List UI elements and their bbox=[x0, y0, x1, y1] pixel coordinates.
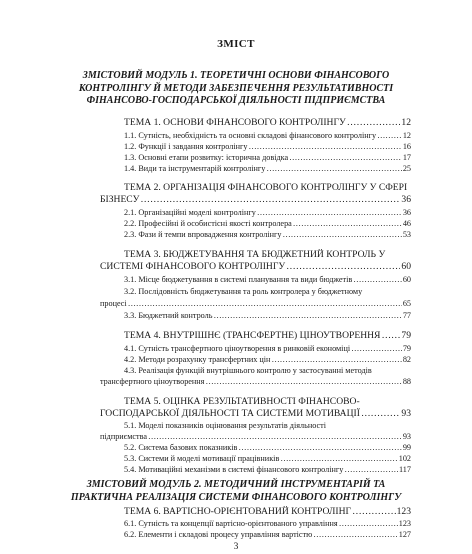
module-1-line-2: КОНТРОЛІНГУ Й МЕТОДИ ЗАБЕЗПЕЧЕННЯ РЕЗУЛЬТАТИВНОСТІ bbox=[78, 82, 394, 94]
toc-entry-page: 102 bbox=[398, 454, 411, 463]
toc-entry-page: 36 bbox=[401, 194, 411, 205]
toc-entry-page: 12 bbox=[402, 131, 411, 140]
toc-entry-2-3[interactable] bbox=[124, 230, 411, 240]
dot-leader bbox=[238, 443, 401, 453]
dot-leader bbox=[257, 208, 402, 218]
toc-entry-title: 5.4. Мотиваційні механізми в системі фінансового контролінгу bbox=[124, 465, 344, 474]
toc-entry-title: 3.1. Місце бюджетування в системі планування та види бюджетів bbox=[124, 275, 353, 284]
toc-entry-page: 79 bbox=[401, 330, 411, 341]
toc-entry-1-3[interactable] bbox=[124, 153, 411, 163]
dot-leader bbox=[140, 194, 400, 206]
dot-leader bbox=[128, 299, 402, 309]
toc-entry-4-1[interactable] bbox=[124, 344, 411, 354]
dot-leader bbox=[381, 330, 400, 342]
module-2-heading bbox=[60, 479, 412, 504]
page-title: ЗМІСТ bbox=[217, 38, 255, 50]
toc-entry-3-2[interactable] bbox=[100, 299, 411, 309]
toc-entry-title: СИСТЕМІ ФІНАНСОВОГО КОНТРОЛІНГУ bbox=[100, 261, 286, 272]
toc-entry-title: 1.1. Сутність, необхідність та основні складові фінансового контролінгу bbox=[124, 131, 377, 140]
toc-entry-page: 25 bbox=[402, 164, 411, 173]
module-2-line-1: ЗМІСТОВИЙ МОДУЛЬ 2. МЕТОДИЧНИЙ ІНСТРУМЕНТАРІЙ ТА bbox=[86, 479, 386, 490]
toc-entry-page: 123 bbox=[396, 506, 411, 517]
toc-entry-topic-4[interactable] bbox=[124, 330, 411, 342]
toc-entry-topic-5[interactable] bbox=[100, 408, 411, 420]
toc-entry-5-4[interactable] bbox=[124, 465, 411, 475]
toc-entry-title: 2.3. Фази й темпи впровадження контролінгу bbox=[124, 230, 282, 239]
toc-entry-title: ТЕМА 6. ВАРТІСНО-ОРІЄНТОВАНИЙ КОНТРОЛІНГ bbox=[124, 506, 352, 517]
toc-entry-title: 1.3. Основні етапи розвитку: історична довідка bbox=[124, 153, 289, 162]
toc-topic-3-line-1: ТЕМА 3. БЮДЖЕТУВАННЯ ТА БЮДЖЕТНИЙ КОНТРОЛЬ У bbox=[124, 249, 386, 260]
toc-entry-2-1[interactable] bbox=[124, 208, 411, 218]
toc-entry-page: 65 bbox=[402, 299, 411, 308]
dot-leader bbox=[289, 153, 402, 163]
toc-entry-title: підприємства bbox=[100, 432, 147, 441]
toc-entry-page: 60 bbox=[401, 261, 411, 272]
toc-entry-topic-1[interactable] bbox=[124, 117, 411, 129]
toc-entry-3-3[interactable] bbox=[124, 311, 411, 321]
toc-entry-title: 2.1. Організаційні моделі контролінгу bbox=[124, 208, 256, 217]
toc-entry-title: трансфертного ціноутворення bbox=[100, 377, 205, 386]
toc-entry-page: 12 bbox=[401, 117, 411, 128]
dot-leader bbox=[148, 432, 402, 442]
toc-entry-title: 5.3. Системи й моделі мотивації працівників bbox=[124, 454, 280, 463]
toc-entry-5-1-line-1: 5.1. Моделі показників оцінювання результатів діяльності bbox=[124, 421, 326, 430]
dot-leader bbox=[351, 344, 402, 354]
toc-entry-1-4[interactable] bbox=[124, 164, 411, 174]
module-1-heading bbox=[60, 70, 412, 108]
toc-entry-page: 93 bbox=[401, 408, 411, 419]
dot-leader bbox=[266, 164, 401, 174]
toc-entry-title: ТЕМА 1. ОСНОВИ ФІНАНСОВОГО КОНТРОЛІНГУ bbox=[124, 117, 346, 128]
toc-entry-page: 82 bbox=[402, 355, 411, 364]
module-2-line-2: ПРАКТИЧНА РЕАЛІЗАЦІЯ СИСТЕМИ ФІНАНСОВОГО КОНТРОЛІНГУ bbox=[70, 491, 402, 503]
dot-leader bbox=[280, 454, 397, 464]
toc-entry-title: процесі bbox=[100, 299, 127, 308]
toc-entry-2-2[interactable] bbox=[124, 219, 411, 229]
dot-leader bbox=[377, 131, 402, 141]
toc-entry-title: 6.1. Сутність та концепції вартісно-орієнтованого управління bbox=[124, 519, 338, 528]
dot-leader bbox=[282, 230, 401, 240]
toc-entry-page: 117 bbox=[399, 465, 411, 474]
dot-leader bbox=[361, 408, 400, 420]
toc-entry-3-2-line-1: 3.2. Послідовність бюджетування та роль контролера у бюджетному bbox=[124, 287, 363, 296]
toc-entry-4-2[interactable] bbox=[124, 355, 411, 365]
dot-leader bbox=[353, 275, 402, 285]
dot-leader bbox=[205, 377, 401, 387]
dot-leader bbox=[344, 465, 398, 475]
dot-leader bbox=[313, 530, 397, 540]
toc-entry-title: 4.1. Сутність трансфертного ціноутворення в ринковій економіці bbox=[124, 344, 351, 353]
toc-entry-page: 36 bbox=[402, 208, 411, 217]
page-number: 3 bbox=[233, 542, 239, 552]
toc-entry-1-2[interactable] bbox=[124, 142, 411, 152]
module-1-line-3: ФІНАНСОВО-ГОСПОДАРСЬКОЇ ДІЯЛЬНОСТІ ПІДПРИЄМСТВА bbox=[86, 95, 386, 106]
toc-entry-4-3-line-1: 4.3. Реалізація функцій внутрішнього контролю у застосуванні методів bbox=[124, 366, 372, 375]
toc-entry-title: 4.2. Методи розрахунку трансфертних цін bbox=[124, 355, 271, 364]
toc-entry-page: 127 bbox=[398, 530, 411, 539]
toc-entry-page: 93 bbox=[402, 432, 411, 441]
dot-leader bbox=[213, 311, 401, 321]
dot-leader bbox=[352, 506, 396, 518]
toc-entry-topic-2[interactable] bbox=[100, 194, 411, 206]
toc-topic-5-line-1: ТЕМА 5. ОЦІНКА РЕЗУЛЬТАТИВНОСТІ ФІНАНСОВО- bbox=[124, 396, 360, 407]
toc-entry-page: 53 bbox=[402, 230, 411, 239]
module-1-line-1: ЗМІСТОВИЙ МОДУЛЬ 1. ТЕОРЕТИЧНІ ОСНОВИ ФІНАНСОВОГО bbox=[82, 70, 390, 81]
toc-entry-6-2[interactable] bbox=[124, 530, 411, 540]
toc-entry-title: 2.2. Професійні й особистісні якості контролера bbox=[124, 219, 292, 228]
toc-entry-6-1[interactable] bbox=[124, 519, 411, 529]
dot-leader bbox=[286, 261, 400, 273]
toc-entry-topic-3[interactable] bbox=[100, 261, 411, 273]
toc-entry-title: 1.2. Функції і завдання контролінгу bbox=[124, 142, 248, 151]
toc-entry-title: ТЕМА 4. ВНУТРІШНЄ (ТРАНСФЕРТНЕ) ЦІНОУТВОРЕННЯ bbox=[124, 330, 381, 341]
toc-entry-page: 60 bbox=[402, 275, 411, 284]
toc-topic-2-line-1: ТЕМА 2. ОРГАНІЗАЦІЯ ФІНАНСОВОГО КОНТРОЛІНГУ У СФЕРІ bbox=[124, 182, 408, 193]
dot-leader bbox=[293, 219, 402, 229]
toc-entry-1-1[interactable] bbox=[124, 131, 411, 141]
toc-entry-3-1[interactable] bbox=[124, 275, 411, 285]
toc-entry-page: 99 bbox=[402, 443, 411, 452]
dot-leader bbox=[347, 117, 401, 129]
dot-leader bbox=[248, 142, 401, 152]
toc-entry-page: 17 bbox=[402, 153, 411, 162]
toc-entry-page: 16 bbox=[402, 142, 411, 151]
toc-entry-title: ГОСПОДАРСЬКОЇ ДІЯЛЬНОСТІ ТА СИСТЕМИ МОТИВАЦІЇ bbox=[100, 408, 360, 419]
toc-entry-page: 79 bbox=[402, 344, 411, 353]
dot-leader bbox=[339, 519, 398, 529]
toc-entry-topic-6[interactable] bbox=[124, 506, 411, 518]
toc-entry-5-3[interactable] bbox=[124, 454, 411, 464]
toc-entry-title: БІЗНЕСУ bbox=[100, 194, 140, 205]
toc-entry-page: 46 bbox=[402, 219, 411, 228]
toc-entry-page: 77 bbox=[402, 311, 411, 320]
toc-entry-4-3[interactable] bbox=[100, 377, 411, 387]
toc-entry-5-2[interactable] bbox=[124, 443, 411, 453]
dot-leader bbox=[271, 355, 401, 365]
toc-entry-title: 3.3. Бюджетний контроль bbox=[124, 311, 213, 320]
toc-entry-title: 1.4. Види та інструментарій контролінгу bbox=[124, 164, 266, 173]
toc-entry-title: 5.2. Система базових показників bbox=[124, 443, 238, 452]
toc-entry-page: 88 bbox=[402, 377, 411, 386]
toc-entry-title: 6.2. Елементи і складові процесу управління вартістю bbox=[124, 530, 313, 539]
toc-entry-5-1[interactable] bbox=[100, 432, 411, 442]
toc-entry-page: 123 bbox=[398, 519, 411, 528]
